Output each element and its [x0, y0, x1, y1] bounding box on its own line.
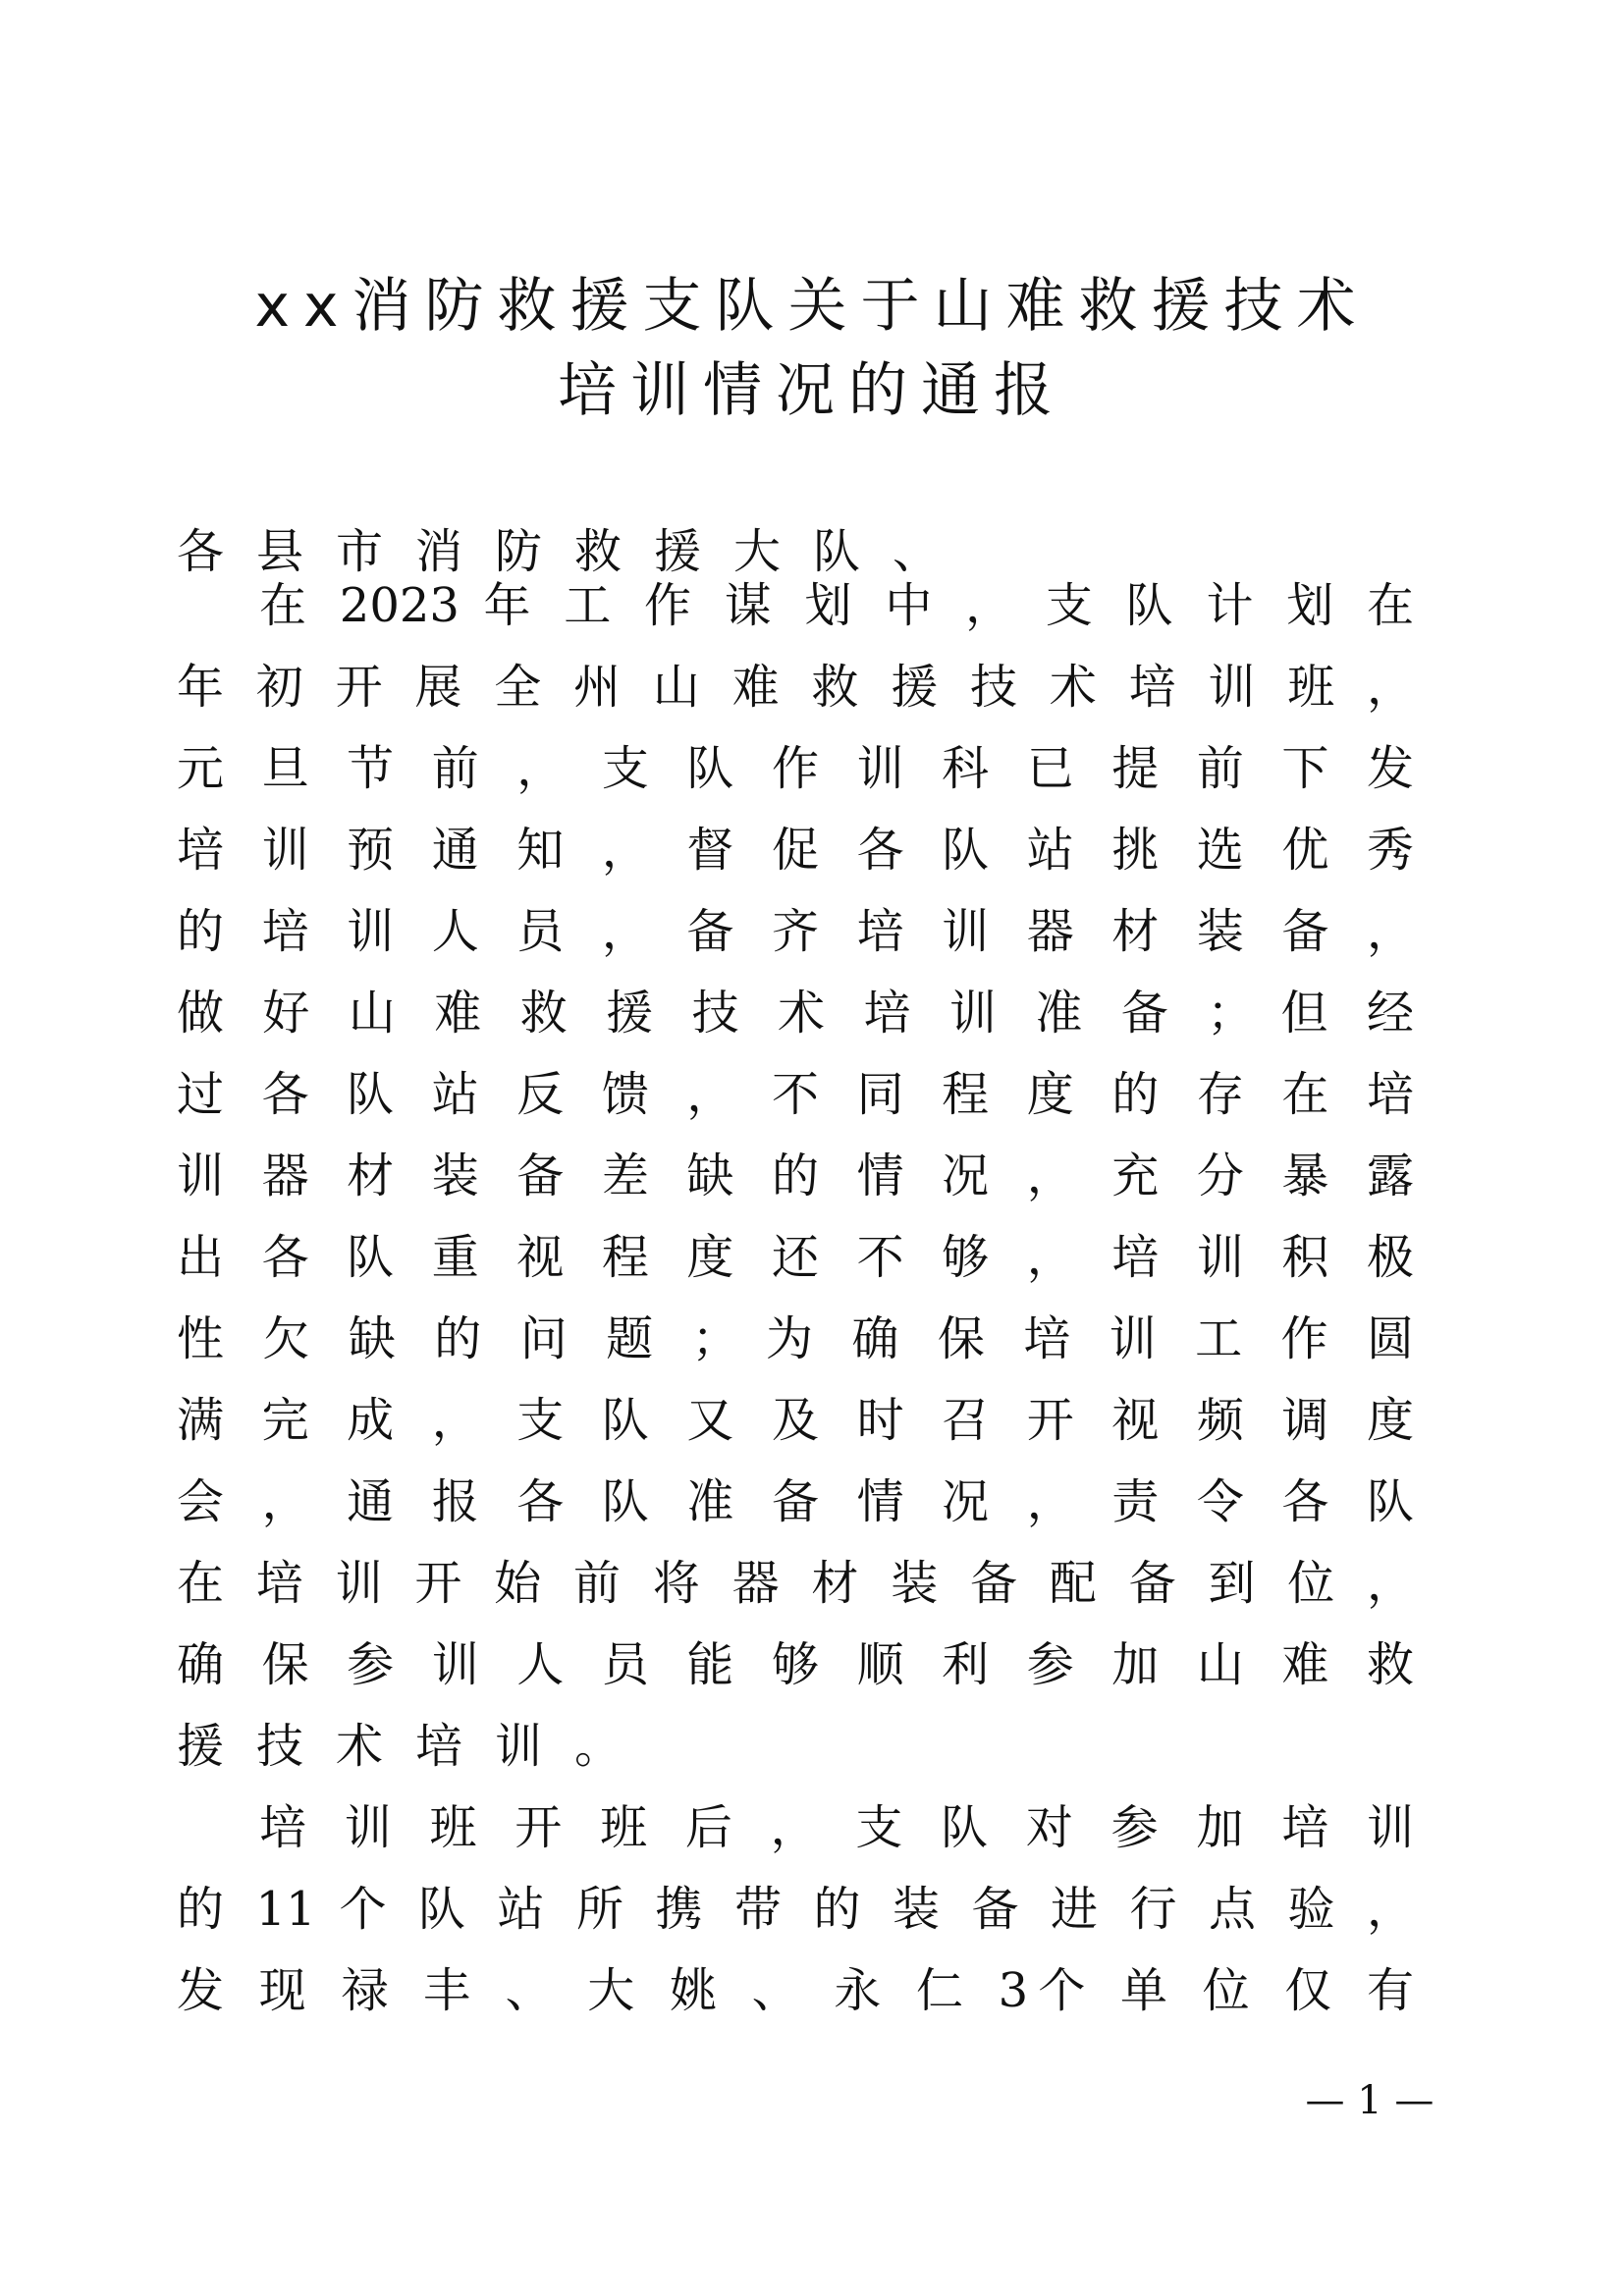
page-number: — 1 —: [1305, 2078, 1435, 2123]
text-line: 出 各 队 重 视 程 度 还 不 够 ， 培 训 积 极: [177, 1230, 1414, 1285]
text-line: 援技术培训。: [177, 1719, 655, 1774]
text-line: 在 培 训 开 始 前 将 器 材 装 备 配 备 到 位 ，: [177, 1556, 1414, 1611]
text-line: 满 完 成 ， 支 队 又 及 时 召 开 视 频 调 度: [177, 1393, 1414, 1448]
text-line: 会 ， 通 报 各 队 准 备 情 况 ， 责 令 各 队: [177, 1474, 1414, 1529]
text-line: 元 旦 节 前 ， 支 队 作 训 科 已 提 前 下 发: [177, 741, 1414, 796]
salutation: 各县市消防救援大队、: [177, 524, 973, 579]
title-line-1: xx消防救援支队关于山难救援技术: [254, 272, 1370, 341]
text-line: 的 培 训 人 员 ， 备 齐 培 训 器 材 装 备 ，: [177, 904, 1414, 959]
text-line: 发 现 禄 丰 、 大 姚 、 永 仁 3个 单 位 仅 有: [177, 1963, 1414, 2018]
text-line: 在 2023 年 工 作 谋 划 中 ， 支 队 计 划 在: [259, 578, 1414, 633]
text-line: 的 11 个 队 站 所 携 带 的 装 备 进 行 点 验 ，: [177, 1882, 1414, 1937]
title-line-2: 培训情况的通报: [558, 356, 1066, 425]
text-line: 确 保 参 训 人 员 能 够 顺 利 参 加 山 难 救: [177, 1637, 1414, 1692]
text-line: 培 训 预 通 知 ， 督 促 各 队 站 挑 选 优 秀: [177, 823, 1414, 878]
text-line: 过 各 队 站 反 馈 ， 不 同 程 度 的 存 在 培: [177, 1067, 1414, 1122]
text-line: 做 好 山 难 救 援 技 术 培 训 准 备 ； 但 经: [177, 986, 1414, 1041]
text-line: 性 欠 缺 的 问 题 ； 为 确 保 培 训 工 作 圆: [177, 1311, 1414, 1366]
text-line: 训 器 材 装 备 差 缺 的 情 况 ， 充 分 暴 露: [177, 1148, 1414, 1203]
text-line: 培 训 班 开 班 后 ， 支 队 对 参 加 培 训: [259, 1800, 1414, 1855]
text-line: 年 初 开 展 全 州 山 难 救 援 技 术 培 训 班 ，: [177, 660, 1414, 715]
